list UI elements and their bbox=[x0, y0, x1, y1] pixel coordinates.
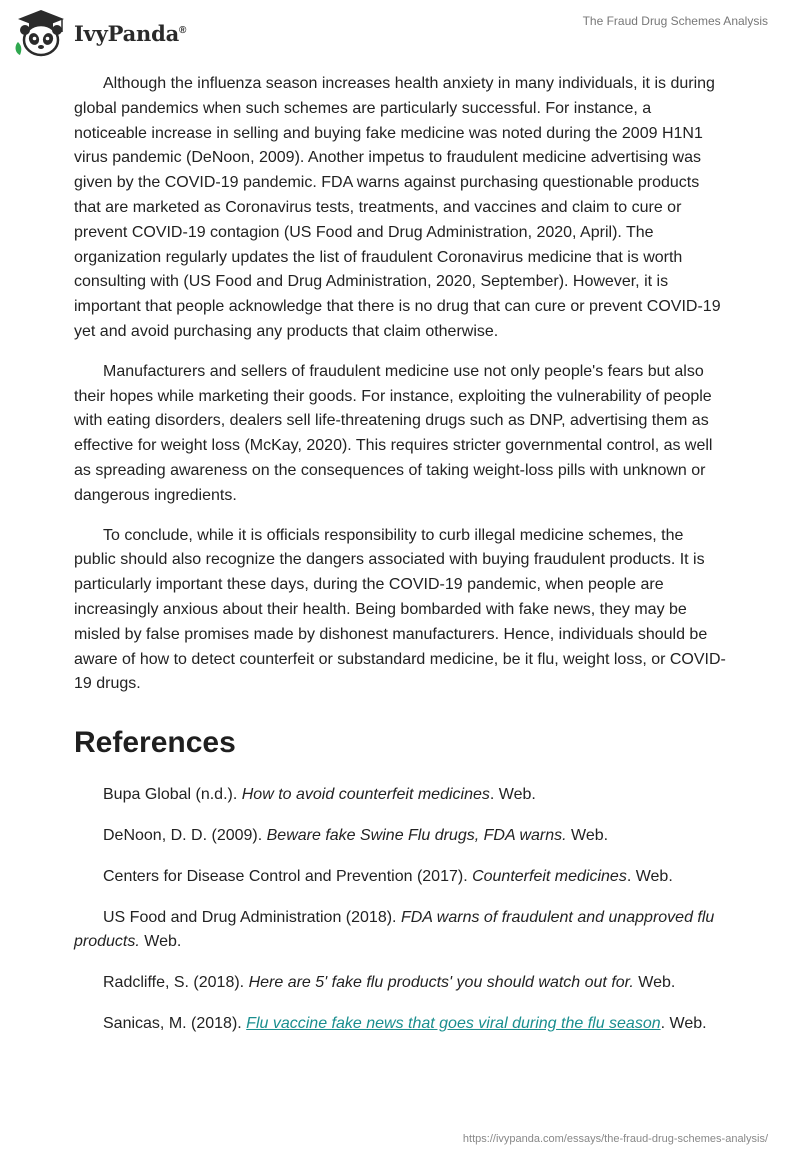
registered-mark: ® bbox=[179, 24, 187, 36]
reference-tail: Web. bbox=[566, 826, 609, 844]
reference-link[interactable]: Flu vaccine fake news that goes viral during the flu season bbox=[246, 1014, 661, 1032]
body-paragraph: To conclude, while it is officials responsibility to curb illegal medicine schemes, the public should also recognize the dangers associated with buying fraudulent products. It is particularly important these days, during the COVID-19 pandemic, when people are increasingly anxious about their health. Being bombarded with fake news, they may be misled by false promises made by dishonest manufacturers. Hence, individuals should be aware of how to detect counterfeit or substandard medicine, be it flu, weight loss, or COVID-19 drugs. bbox=[74, 526, 726, 693]
reference-item bbox=[74, 824, 726, 849]
reference-author: US Food and Drug Administration (2018). bbox=[103, 908, 401, 926]
essay-content bbox=[74, 72, 726, 1053]
references-heading: References bbox=[74, 726, 236, 760]
reference-title: Beware fake Swine Flu drugs, FDA warns. bbox=[266, 826, 567, 844]
reference-author: Radcliffe, S. (2018). bbox=[103, 974, 249, 992]
footer-url: https://ivypanda.com/essays/the-fraud-drug-schemes-analysis/ bbox=[462, 1133, 768, 1145]
ivypanda-logo[interactable] bbox=[12, 8, 186, 58]
reference-item bbox=[74, 865, 726, 890]
panda-icon bbox=[12, 8, 70, 58]
reference-title: Counterfeit medicines bbox=[472, 867, 627, 885]
reference-title: How to avoid counterfeit medicines bbox=[241, 786, 490, 804]
reference-item bbox=[74, 906, 726, 956]
reference-tail: Web. bbox=[633, 974, 676, 992]
reference-title: FDA warns of fraudulent and unapproved flu products. bbox=[74, 908, 715, 951]
brand-name: IvyPanda® bbox=[74, 20, 187, 46]
body-paragraph: Manufacturers and sellers of fraudulent medicine use not only people's fears but also their hopes while marketing their goods. For instance, exploiting the vulnerability of people with eating disorders, dealers sell life-threatening drugs such as DNP, advertising them as effective for weight loss (McKay, 2020). This requires stricter governmental control, as well as spreading awareness on the consequences of taking weight-loss pills with unknown or dangerous ingredients. bbox=[74, 362, 713, 504]
reference-tail: . Web. bbox=[626, 867, 673, 885]
reference-author: DeNoon, D. D. (2009). bbox=[103, 826, 267, 844]
reference-tail: . Web. bbox=[660, 1014, 707, 1032]
reference-item bbox=[74, 971, 726, 996]
reference-author: Bupa Global (n.d.). bbox=[103, 786, 242, 804]
reference-author: Centers for Disease Control and Prevention (2017). bbox=[103, 867, 473, 885]
reference-item bbox=[74, 1012, 726, 1037]
page-header bbox=[0, 0, 800, 70]
reference-tail: Web. bbox=[139, 933, 182, 951]
reference-title: Here are 5' fake flu products' you should watch out for. bbox=[248, 974, 634, 992]
reference-item bbox=[74, 783, 726, 808]
body-paragraph: Although the influenza season increases health anxiety in many individuals, it is during global pandemics when such schemes are particularly successful. For instance, a noticeable increase in selling and buying fake medicine was noted during the 2009 H1N1 virus pandemic (DeNoon, 2009). Another impetus to fraudulent medicine advertising was given by the COVID-19 pandemic. FDA warns against purchasing questionable products that are marketed as Coronavirus tests, treatments, and vaccines and claim to cure or prevent COVID-19 contagion (US Food and Drug Administration, 2020, April). The organization regularly updates the list of fraudulent Coronavirus medicine that is worth consulting with (US Food and Drug Administration, 2020, September). However, it is important that people acknowledge that there is no drug that can cure or prevent COVID-19 yet and avoid purchasing any products that claim otherwise. bbox=[74, 75, 721, 340]
document-title: The Fraud Drug Schemes Analysis bbox=[582, 14, 768, 28]
reference-tail: . Web. bbox=[489, 786, 536, 804]
reference-author: Sanicas, M. (2018). bbox=[103, 1014, 247, 1032]
